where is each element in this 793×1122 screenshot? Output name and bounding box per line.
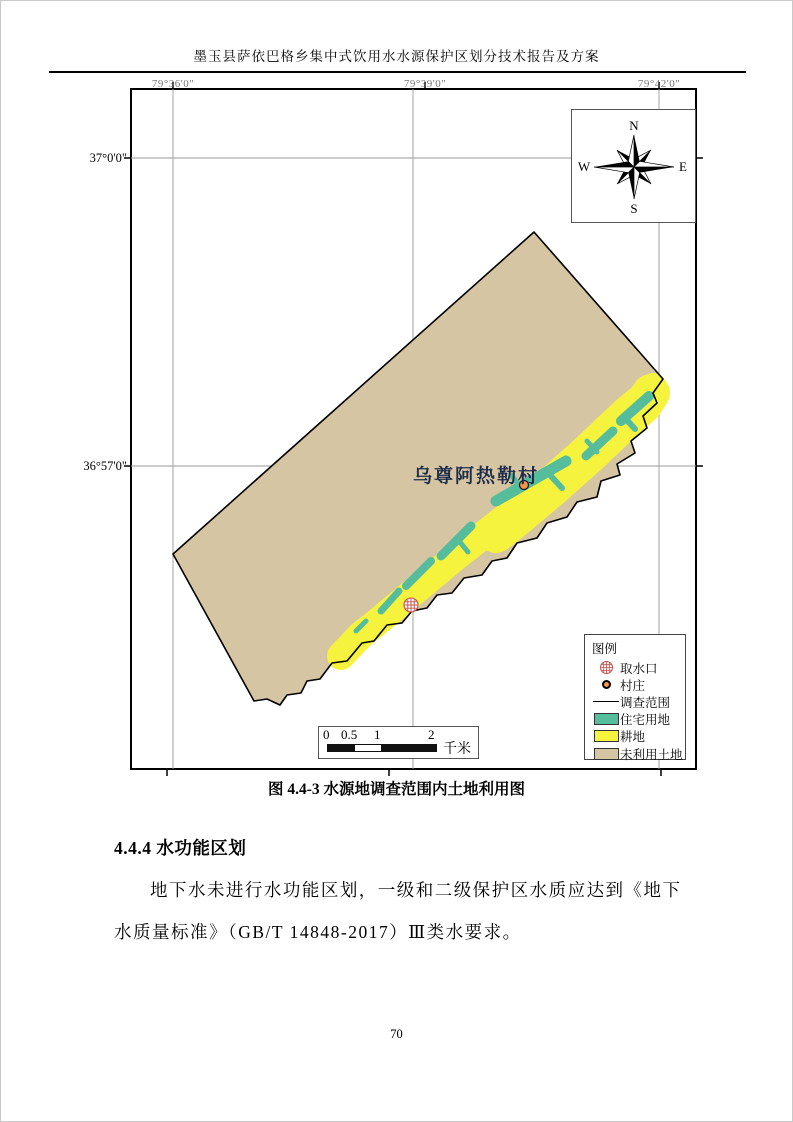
compass-east-label: E <box>679 159 687 174</box>
residential-swatch <box>592 713 620 725</box>
intake-marker-icon <box>592 660 620 675</box>
legend-item-label: 住宅用地 <box>620 713 671 728</box>
axis-label-lat-1: 37°0'0" <box>89 151 127 165</box>
legend-item-cropland <box>592 728 685 745</box>
legend-item-intake <box>592 659 685 676</box>
compass-rose-box <box>571 109 696 223</box>
scale-tick-2: 2 <box>428 727 435 742</box>
axis-label-lon-2: 79°39'0" <box>403 78 447 90</box>
section-heading: 4.4.4 水功能区划 <box>114 838 247 858</box>
scale-tick-0-5: 0.5 <box>341 727 358 742</box>
axis-label-lon-3: 79°42'0" <box>637 78 681 90</box>
scale-tick-0: 0 <box>323 727 330 742</box>
axis-label-lon-1: 79°36'0" <box>151 78 195 90</box>
scale-tick-1: 1 <box>374 727 381 742</box>
cropland-swatch <box>592 730 620 742</box>
axis-label-lat-2: 36°57'0" <box>83 459 127 473</box>
legend-item-label: 取水口 <box>620 661 658 676</box>
legend-item-survey-extent <box>592 693 685 710</box>
legend-item-label: 耕地 <box>620 730 646 745</box>
map-legend <box>584 634 686 760</box>
compass-south-label: S <box>630 201 638 216</box>
scale-unit-label: 千米 <box>443 742 471 757</box>
village-name-label: 乌尊阿热勒村 <box>413 465 540 487</box>
legend-title: 图例 <box>592 642 618 656</box>
scale-bar-segments <box>327 744 437 752</box>
compass-north-label: N <box>629 118 639 133</box>
compass-rose <box>572 110 695 222</box>
legend-item-unused-land <box>592 745 685 762</box>
legend-item-label: 未利用土地 <box>620 747 683 762</box>
legend-item-village <box>592 676 685 693</box>
header-divider <box>49 71 746 73</box>
compass-west-label: W <box>577 159 591 174</box>
figure-caption: 图 4.4-3 水源地调查范围内土地利用图 <box>267 781 526 798</box>
legend-item-label: 调查范围 <box>620 695 671 710</box>
page-header-title: 墨玉县萨依巴格乡集中式饮用水水源保护区划分技术报告及方案 <box>193 49 600 64</box>
unused-land-swatch <box>592 748 620 760</box>
body-paragraph-line-2: 水质量标准》（GB/T 14848-2017）Ⅲ类水要求。 <box>114 922 522 942</box>
scale-bar <box>318 726 479 759</box>
survey-extent-line-icon <box>592 701 620 702</box>
village-dot-icon <box>592 680 620 689</box>
page-number: 70 <box>390 1027 403 1041</box>
body-paragraph-line-1: 地下水未进行水功能区划，一级和二级保护区水质应达到《地下 <box>150 880 680 900</box>
legend-item-residential <box>592 711 685 728</box>
legend-item-label: 村庄 <box>620 678 646 693</box>
